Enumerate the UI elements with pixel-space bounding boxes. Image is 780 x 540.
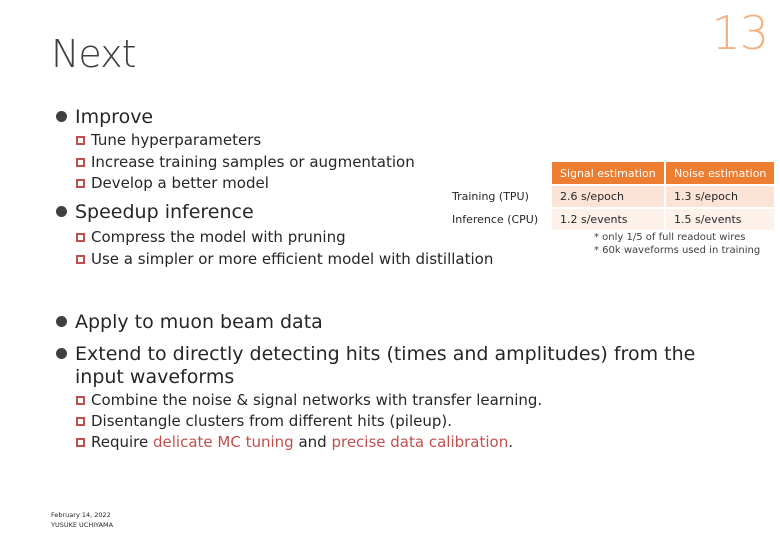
- sub-bullet-text: Compress the model with pruning: [91, 228, 346, 246]
- bullet-extend-label-2: input waveforms: [75, 366, 235, 388]
- text-require: Require: [91, 433, 154, 451]
- square-bullet-icon: [76, 136, 85, 145]
- highlight-mc-tuning: delicate MC tuning: [153, 433, 294, 451]
- cell-noise: 1.3 s/epoch: [665, 185, 774, 208]
- sub-bullet: [76, 131, 261, 149]
- footer-author: YUSUKE UCHIYAMA: [51, 521, 114, 529]
- circle-bullet-icon: [56, 316, 67, 327]
- sub-bullet: [76, 433, 513, 451]
- sub-bullet: [76, 391, 542, 409]
- cell-signal: 1.2 s/events: [551, 208, 665, 230]
- bullet-extend: [56, 343, 695, 365]
- table-note: * 60k waveforms used in training: [594, 245, 761, 256]
- circle-bullet-icon: [56, 111, 67, 122]
- bullet-speedup-label: Speedup inference: [75, 201, 254, 223]
- bullet-speedup: [56, 201, 254, 223]
- square-bullet-icon: [76, 158, 85, 167]
- table-header-signal: Signal estimation: [551, 162, 665, 185]
- square-bullet-icon: [76, 179, 85, 188]
- bullet-extend-label: Extend to directly detecting hits (times and amplitudes) from the: [75, 343, 696, 365]
- row-label: Inference (CPU): [444, 208, 551, 230]
- circle-bullet-icon: [56, 348, 67, 359]
- table-row: [444, 185, 774, 208]
- text-period: .: [508, 433, 514, 451]
- bullet-improve: [56, 106, 153, 128]
- sub-bullet: [76, 174, 269, 192]
- table-note: * only 1/5 of full readout wires: [594, 232, 746, 243]
- sub-bullet: [76, 250, 493, 268]
- sub-bullet-text: Disentangle clusters from different hits (pileup).: [91, 412, 453, 430]
- square-bullet-icon: [76, 255, 85, 264]
- square-bullet-icon: [76, 417, 85, 426]
- sub-bullet-text: Tune hyperparameters: [91, 131, 262, 149]
- table-row: [444, 208, 774, 230]
- highlight-calibration: precise data calibration: [331, 433, 509, 451]
- square-bullet-icon: [76, 438, 85, 447]
- bullet-improve-label: Improve: [75, 106, 154, 128]
- timing-table: [444, 162, 774, 230]
- bullet-extend-continuation: [75, 366, 234, 388]
- sub-bullet: [76, 153, 415, 171]
- cell-noise: 1.5 s/events: [665, 208, 774, 230]
- sub-bullet-text: Use a simpler or more efficient model with distillation: [91, 250, 494, 268]
- table-header-noise: Noise estimation: [665, 162, 774, 185]
- sub-bullet: [76, 412, 452, 430]
- bullet-apply: [56, 311, 323, 333]
- square-bullet-icon: [76, 396, 85, 405]
- cell-signal: 2.6 s/epoch: [551, 185, 665, 208]
- table-corner: [444, 162, 551, 185]
- bullet-apply-label: Apply to muon beam data: [75, 311, 323, 333]
- page-number: 13: [711, 6, 768, 60]
- circle-bullet-icon: [56, 206, 67, 217]
- text-and: and: [293, 433, 332, 451]
- sub-bullet-text: [91, 433, 513, 451]
- footer-date: February 14, 2022: [51, 511, 111, 519]
- sub-bullet: [76, 228, 346, 246]
- square-bullet-icon: [76, 233, 85, 242]
- table-header-row: [444, 162, 774, 185]
- sub-bullet-text: Increase training samples or augmentation: [91, 153, 415, 171]
- sub-bullet-text: Combine the noise & signal networks with transfer learning.: [91, 391, 543, 409]
- row-label: Training (TPU): [444, 185, 551, 208]
- sub-bullet-text: Develop a better model: [91, 174, 269, 192]
- slide-title: Next: [51, 32, 136, 76]
